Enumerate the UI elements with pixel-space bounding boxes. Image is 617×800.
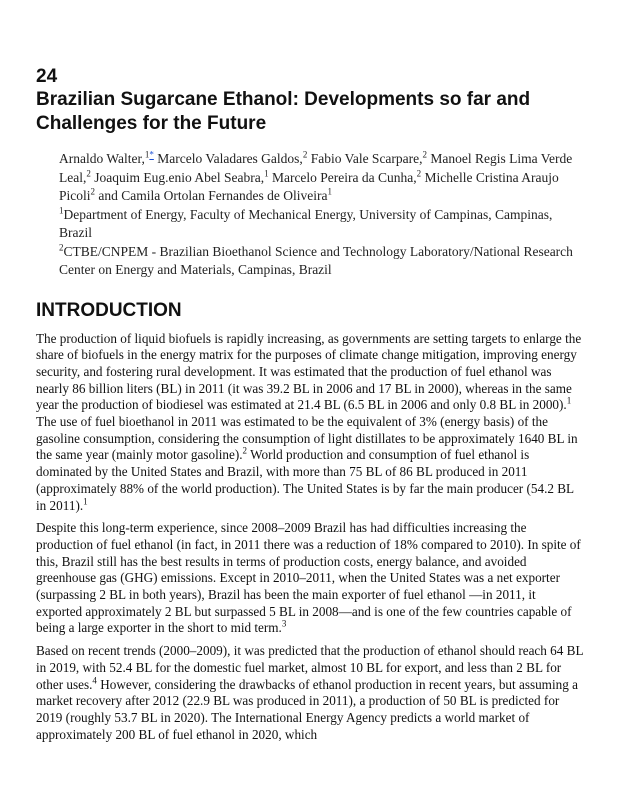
author-name: Joaquim Eug.enio Abel Seabra, — [90, 169, 265, 185]
author-name: Fabio Vale Scarpare, — [307, 151, 423, 166]
author-block — [59, 150, 584, 280]
paragraph-text: The production of liquid biofuels is rapidly increasing, as governments are setting targets to enlarge the share of biofuels in the energy matrix for the purposes of climate change mitigation, improving energy security, and fostering rural development. It was estimated that the production of fuel ethanol was nearly 86 billion liters (BL) in 2011 (it was 39.2 BL in 2006 and 17 BL in 2000), whereas in the same year the production of biodiesel was estimated at 21.4 BL (6.5 BL in 2006 and only 0.8 BL in 2000). — [36, 330, 582, 413]
author-name: Arnaldo Walter, — [59, 151, 145, 166]
citation-marker: 2 — [242, 446, 248, 457]
citation-marker: 3 — [281, 619, 287, 630]
body-text — [36, 331, 584, 744]
paragraph-text: The use of fuel bioethanol in 2011 was estimated to be the equivalent of 3% (energy basis) of the gasoline consumption, considering the consumption of light distillates to be approximately 1640 BL in the same year (mainly motor gasoline). — [36, 414, 578, 463]
paragraph-text: Despite this long-term experience, since 2008–2009 Brazil has had difficulties increasing the production of fuel ethanol (in fact, in 2011 there was a reduction of 18% compared to 2010). In spite of this, Brazil still has the best results in terms of production costs, energy balance, and avoided greenhouse gas (GHG) emissions. Except in 2010–2011, when the United States was a net exporter (surpassing 2 BL in both years), Brazil has been the main exporter of fuel ethanol —in 2011, it exported approximately 2 BL but surpassed 5 BL in 2008—and is one of the few countries capable of being a large exporter in the short to mid term. — [36, 520, 581, 636]
paragraph-1 — [36, 331, 584, 515]
affiliation-marker: 2 — [302, 149, 308, 160]
section-heading: INTRODUCTION — [36, 299, 182, 321]
affiliation-marker: 2 — [416, 168, 422, 178]
chapter-number: 24 — [36, 66, 58, 87]
affiliation-marker: 2 — [422, 149, 428, 160]
document-page — [36, 66, 584, 749]
author-name: Marcelo Valadares Galdos, — [153, 151, 303, 166]
author-name: and Camila Ortolan Fernandes de Oliveira — [95, 188, 328, 203]
corresponding-author-link[interactable]: * — [149, 149, 154, 160]
chapter-title: Brazilian Sugarcane Ethanol: Developments so far and Challenges for the Future — [36, 89, 531, 134]
paragraph-2 — [36, 520, 584, 637]
affiliation-text: Department of Energy, Faculty of Mechanical Energy, University of Campinas, Campinas, Brazil — [59, 206, 553, 240]
citation-marker: 1 — [566, 395, 572, 406]
affiliation-marker: 2 — [59, 242, 64, 252]
affiliation-marker: 1 — [59, 205, 64, 215]
affiliation-marker: 1 — [327, 186, 332, 197]
author-name: Michelle Cristina Araujo Picoli — [59, 169, 559, 203]
affiliation-1 — [59, 206, 584, 243]
author-list — [59, 150, 584, 206]
paragraph-text: Based on recent trends (2000–2009), it was predicted that the production of ethanol should reach 64 BL in 2019, with 52.4 BL for the domestic fuel market, almost 10 BL for export, and less than 2 BL for other uses. — [36, 643, 584, 692]
affiliation-marker: 2 — [90, 186, 96, 197]
author-name: Manoel Regis Lima Verde Leal, — [59, 151, 573, 185]
author-name: Marcelo Pereira da Cunha, — [268, 169, 417, 185]
paragraph-text: World production and consumption of fuel ethanol is dominated by the United States and Brazil, with more than 75 BL of 86 BL produced in 2011 (approximately 88% of the world production). The United States is by far the main producer (54.2 BL in 2011). — [36, 447, 574, 513]
affiliation-marker: 2 — [86, 168, 91, 178]
affiliation-marker: 1 — [144, 149, 150, 160]
affiliation-marker: 1 — [264, 168, 269, 178]
affiliation-text: CTBE/CNPEM - Brazilian Bioethanol Science and Technology Laboratory/National Research Center on Energy and Materials, Campinas, Brazil — [59, 243, 573, 277]
citation-marker: 1 — [83, 496, 88, 507]
paragraph-3 — [36, 643, 584, 743]
affiliation-2 — [59, 243, 584, 280]
citation-marker: 4 — [92, 675, 97, 686]
paragraph-text: However, considering the drawbacks of ethanol production in recent years, but assuming a market recovery after 2012 (22.9 BL was produced in 2011), a production of 50 BL is predicted for 2019 (roughly 53.7 BL in 2020). The International Energy Agency predicts a world market of approximately 200 BL of fuel ethanol in 2020, which — [36, 676, 578, 742]
